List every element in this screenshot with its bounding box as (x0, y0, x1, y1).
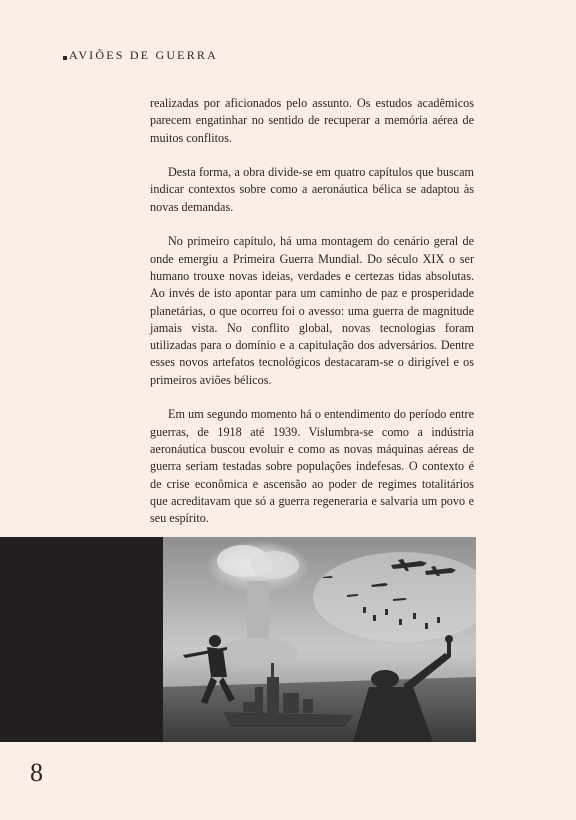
war-collage-photo (163, 537, 476, 742)
running-header (63, 48, 218, 63)
body-text (150, 95, 474, 545)
paragraph-4: Em um segundo momento há o entendimento do período entre guerras, de 1918 até 1939. Vislumbra-se como a indústria aeronáutica buscou evoluir e como as novas máquinas aéreas de guerra seriam testadas sobre populações indefesas. O contexto é de crise econômica e ascensão ao poder de regimes totalitários que acreditavam que só a guerra regeneraria e salvaria um povo e seu espírito. (150, 407, 474, 526)
paragraph-3: No primeiro capítulo, há uma montagem do cenário geral de onde emergiu a Primeira Guerra Mundial. Do século XIX o ser humano trouxe novas ideias, verdades e certezas tidas absolutas. Ao invés de isto apontar para um caminho de paz e prosperidade planetárias, o que ocorreu foi o avesso: uma guerra de magnitude jamais vista. No conflito global, novas tecnologias foram utilizadas para o domínio e a capitulação dos adversários. Dentre esses novos artefatos tecnológicos destacaram-se o dirigível e os primeiros aviões bélicos. (150, 234, 474, 387)
paragraph-1: realizadas por aficionados pelo assunto. Os estudos acadêmicos parecem engatinhar no sentido de recuperar a memória aérea de muitos conflitos. (150, 96, 474, 145)
dark-decorative-block (0, 537, 163, 742)
running-title: AVIÕES DE GUERRA (69, 48, 218, 62)
header-bullet-icon (63, 56, 67, 60)
paragraph-2: Desta forma, a obra divide-se em quatro capítulos que buscam indicar contextos sobre como a aeronáutica bélica se adaptou às novas demandas. (150, 165, 474, 214)
page-number: 8 (30, 758, 43, 787)
